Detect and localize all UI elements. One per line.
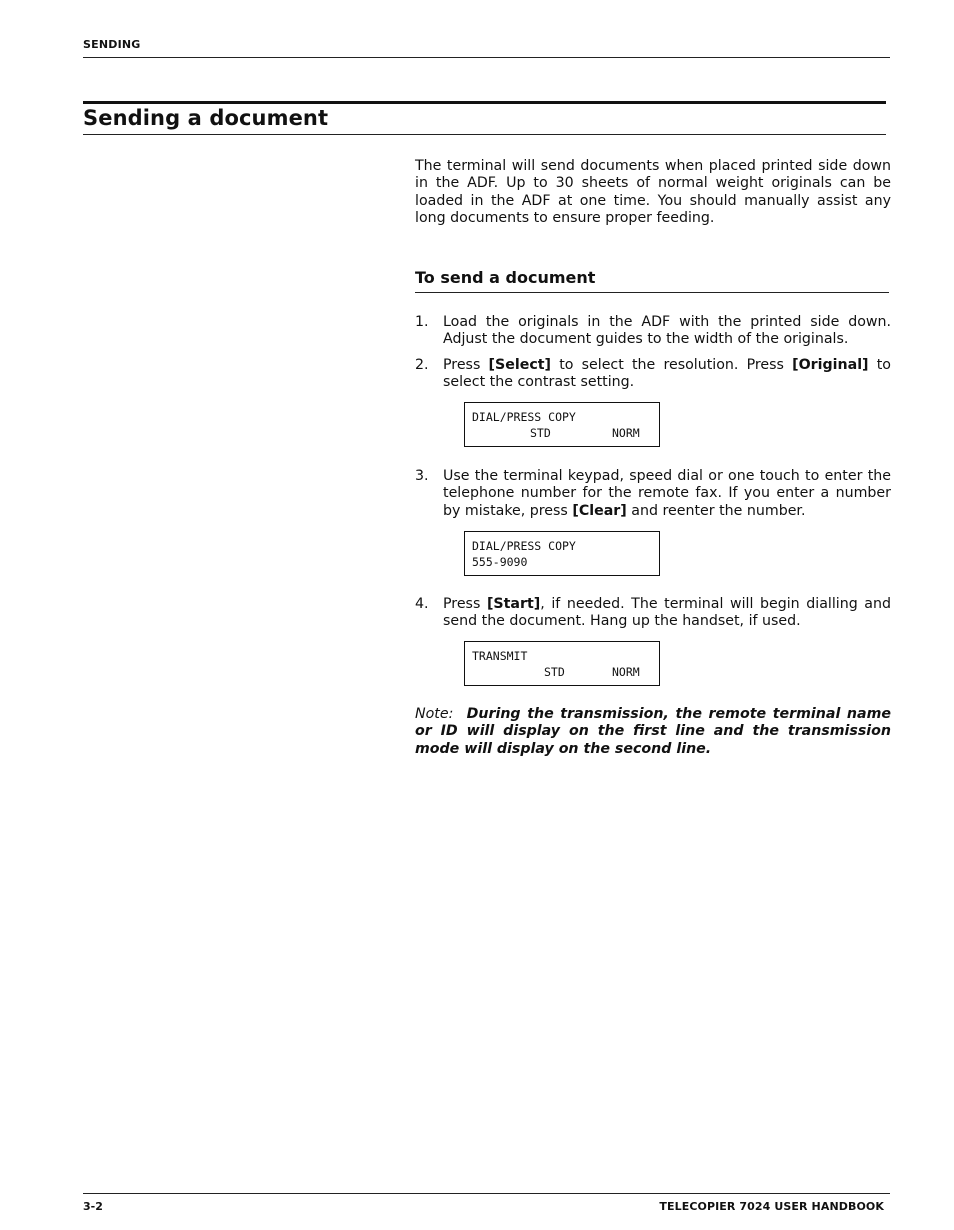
lcd-line-1: TRANSMIT: [472, 649, 528, 663]
footer-rule: [83, 1193, 890, 1194]
lcd-contrast: NORM: [612, 665, 640, 679]
lcd-resolution: STD: [544, 665, 565, 679]
lcd-resolution: STD: [530, 426, 551, 440]
lcd-contrast: NORM: [612, 426, 640, 440]
note-text: During the transmission, the remote terminal name or ID will display on the first line and the transmission mode will display on the second line.: [415, 706, 891, 757]
header-rule: [83, 57, 890, 58]
step-1: [415, 314, 891, 349]
step-3: [415, 468, 891, 520]
section-rule-top: [83, 101, 886, 104]
key-start: [Start]: [486, 596, 541, 612]
step-number: 4.: [415, 596, 429, 612]
running-head: SENDING: [83, 38, 141, 51]
lcd-display-2: [464, 531, 660, 576]
step-text: Press [Start], if needed. The terminal will begin dialling and send the document. Hang up the handset, if used.: [443, 596, 891, 630]
step-number: 3.: [415, 468, 429, 484]
intro-paragraph: The terminal will send documents when placed printed side down in the ADF. Up to 30 sheets of normal weight originals can be loaded in the ADF at one time. You should manually assist any long documents to ensure proper feeding.: [415, 158, 891, 226]
lcd-line-1: DIAL/PRESS COPY: [472, 410, 576, 424]
lcd-line-1: DIAL/PRESS COPY: [472, 539, 576, 553]
lcd-display-1: [464, 402, 660, 447]
note: [415, 706, 891, 758]
book-title: TELECOPIER 7024 USER HANDBOOK: [659, 1200, 884, 1213]
note-label: Note:: [415, 706, 454, 722]
section-rule-bottom: [83, 134, 886, 135]
page-number: 3-2: [83, 1200, 103, 1213]
procedure-rule: [415, 292, 889, 293]
step-number: 1.: [415, 314, 429, 330]
step-2: [415, 357, 891, 392]
lcd-display-3: [464, 641, 660, 686]
section-title: Sending a document: [83, 106, 329, 130]
lcd-number: 555-9090: [472, 555, 528, 569]
step-4: [415, 596, 891, 631]
key-select: [Select]: [488, 357, 552, 373]
step-text: Press [Select] to select the resolution. Press [Original] to select the contrast setting.: [443, 357, 891, 391]
step-text: Use the terminal keypad, speed dial or one touch to enter the telephone number for the remote fax. If you enter a number by mistake, press [Clear] and reenter the number.: [443, 468, 891, 519]
step-number: 2.: [415, 357, 429, 373]
procedure-title: To send a document: [415, 268, 596, 287]
key-clear: [Clear]: [572, 502, 627, 519]
step-text: Load the originals in the ADF with the printed side down. Adjust the document guides to the width of the originals.: [443, 314, 891, 348]
key-original: [Original]: [792, 357, 869, 373]
